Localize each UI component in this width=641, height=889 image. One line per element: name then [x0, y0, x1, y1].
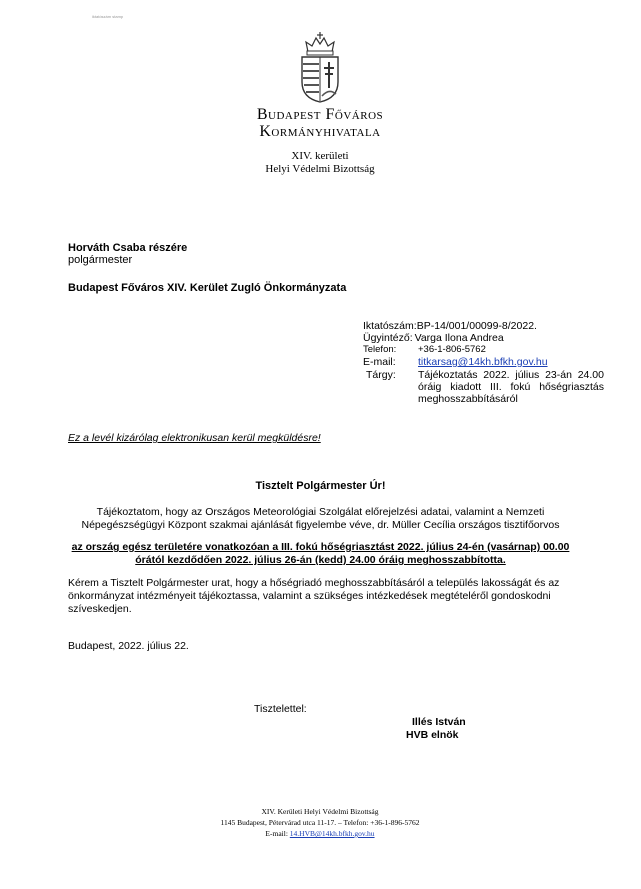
date-line: Budapest, 2022. július 22.: [68, 640, 189, 652]
ugyintezo-value: Varga Ilona Andrea: [414, 332, 504, 344]
telefon-label: Telefon:: [363, 344, 397, 355]
dept-line1: XIV. kerületi: [291, 150, 349, 162]
addressee-role: polgármester: [68, 254, 133, 266]
dept-line2: Helyi Védelmi Bizottság: [265, 163, 375, 175]
footer-email-label: E-mail:: [265, 829, 290, 838]
org-name-line1: Budapest Főváros: [256, 106, 384, 123]
addressee-org: Budapest Főváros XIV. Kerület Zugló Önkormányzata: [68, 282, 347, 294]
targy-label: Tárgy:: [366, 369, 396, 381]
targy-value: Tájékoztatás 2022. július 23-án 24.00 óráig kiadott III. fokú hőségriasztás meghosszabbításáról: [418, 369, 604, 405]
email-label: E-mail:: [363, 356, 396, 368]
closing-text: Tisztelettel:: [254, 703, 307, 715]
footer: [120, 806, 520, 839]
iktato-value: BP-14/001/00099-8/2022.: [416, 320, 537, 332]
org-name-line2: Kormányhivatala: [259, 123, 381, 140]
signer-title: HVB elnök: [406, 729, 459, 741]
footer-line1: XIV. Kerületi Helyi Védelmi Bizottság: [261, 807, 379, 816]
email-link[interactable]: titkarsag@14kh.bfkh.gov.hu: [418, 356, 548, 368]
intro-paragraph: Tájékoztatom, hogy az Országos Meteorológiai Szolgálat előrejelzési adatai, valamint a Nemzeti Népegészségügyi Központ szakmai ajánlását figyelembe véve, dr. Müller Cecília országos tisztifőorvos: [81, 506, 560, 531]
footer-email-link[interactable]: 14.HVB@14kh.bfkh.gov.hu: [289, 829, 375, 838]
electronic-notice: Ez a levél kizárólag elektronikusan kerül megküldésre!: [68, 432, 321, 444]
request-paragraph: Kérem a Tisztelt Polgármester urat, hogy a hőségriadó meghosszabbításáról a település lakosságát és az önkormányzat intézményeit tájékoztassa, valamint a szükséges intézkedések megtételéről gondoskodni szíveskedjen.: [68, 577, 560, 615]
alert-extension-text: az ország egész területére vonatkozóan a III. fokú hőségriasztást 2022. július 24-én (vasárnap) 00.00 órától kezdődően 2022. július 26-án (kedd) 24.00 óráig meghosszabbította.: [71, 541, 570, 566]
iktato-label: Iktatószám:: [363, 320, 417, 332]
ugyintezo-label: Ügyintéző:: [363, 332, 413, 344]
coat-of-arms-icon: [298, 30, 342, 104]
meta-block: [363, 320, 608, 405]
salutation: Tisztelt Polgármester Úr!: [255, 480, 386, 492]
footer-line2: 1145 Budapest, Pétervárad utca 11-17. – Telefon: +36-1-896-5762: [220, 818, 420, 827]
stamp-mark: iktatószám stamp: [92, 14, 124, 19]
signer-name: Illés István: [412, 716, 466, 728]
addressee-name: Horváth Csaba részére: [68, 242, 188, 254]
telefon-value: +36-1-806-5762: [418, 344, 486, 355]
